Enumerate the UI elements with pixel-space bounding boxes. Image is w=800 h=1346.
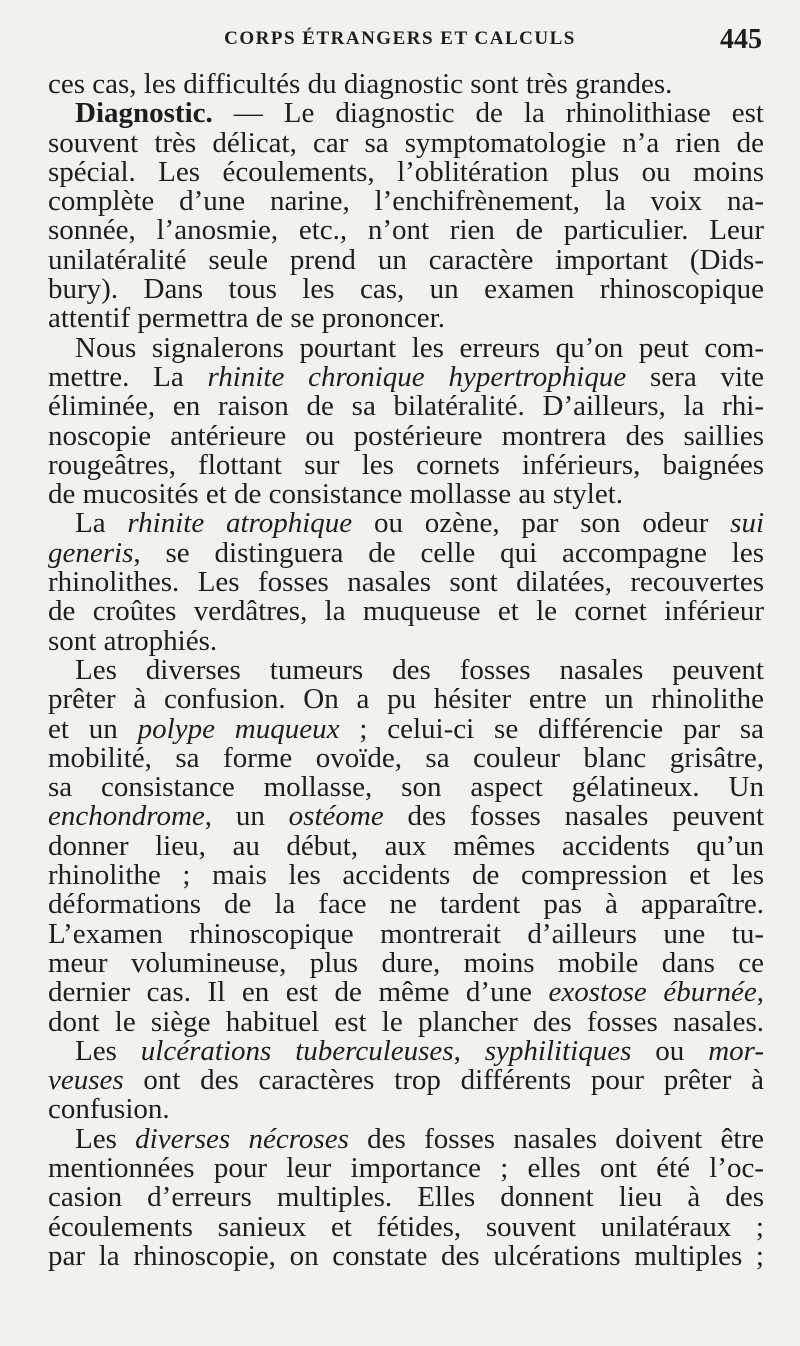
text-segment: attentif permettra de se prononcer. bbox=[48, 302, 445, 335]
text-segment: meur volumineuse, plus dure, moins mobile dans ce bbox=[48, 946, 764, 979]
italic-text: veuses bbox=[48, 1064, 124, 1097]
text-line bbox=[48, 653, 764, 686]
text-segment: ou bbox=[631, 1034, 709, 1067]
text-segment: des fosses nasales doivent être bbox=[348, 1122, 764, 1155]
italic-text: ostéome bbox=[288, 800, 384, 833]
text-line bbox=[48, 155, 764, 188]
text-segment: Les bbox=[75, 1034, 141, 1067]
text-line bbox=[48, 978, 764, 1007]
running-title: CORPS ÉTRANGERS ET CALCULS bbox=[224, 28, 576, 49]
text-segment: de croûtes verdâtres, la muqueuse et le cornet inférieur bbox=[48, 595, 764, 628]
text-segment: — Le diagnostic de la rhinolithiase est bbox=[212, 97, 764, 130]
text-line bbox=[48, 187, 764, 216]
text-segment: mobilité, sa forme ovoïde, sa couleur blanc grisâtre, bbox=[48, 741, 764, 774]
text-segment: par la rhinoscopie, on constate des ulcérations multiples ; bbox=[48, 1239, 764, 1272]
text-line bbox=[48, 70, 764, 99]
text-segment: rougeâtres, flottant sur les cornets inférieurs, baignées bbox=[48, 448, 764, 481]
text-segment: ou ozène, par son odeur bbox=[352, 507, 731, 540]
text-line bbox=[48, 685, 764, 714]
text-segment: mettre. La bbox=[48, 360, 208, 393]
text-segment: Les diverses tumeurs des fosses nasales peuvent bbox=[75, 653, 764, 686]
text-line bbox=[48, 1034, 765, 1067]
text-segment: écoulements sanieux et fétides, souvent unilatéraux ; bbox=[48, 1210, 764, 1243]
text-segment: unilatéralité seule prend un caractère important (Dids- bbox=[48, 243, 764, 276]
text-line bbox=[48, 1095, 764, 1124]
text-line bbox=[48, 946, 764, 979]
text-line bbox=[48, 126, 764, 159]
text-line bbox=[48, 802, 764, 831]
text-line bbox=[48, 829, 764, 862]
text-segment: , un bbox=[204, 800, 289, 833]
text-segment: , bbox=[453, 1034, 485, 1067]
italic-text: rhinite atrophique bbox=[127, 507, 353, 540]
text-segment: souvent très délicat, car sa symptomatologie n’a rien de bbox=[48, 126, 764, 159]
text-line bbox=[48, 1239, 764, 1272]
text-line bbox=[48, 861, 764, 890]
text-segment: dernier cas. Il en est de même d’une bbox=[48, 976, 549, 1009]
text-segment: éliminée, en raison de sa bilatéralité. D’ailleurs, la rhi- bbox=[48, 390, 764, 423]
italic-text: syphilitiques bbox=[484, 1034, 632, 1067]
text-segment: rhinolithes. Les fosses nasales sont dilatées, recouvertes bbox=[48, 566, 764, 599]
text-segment: ces cas, les difficultés du diagnostic sont très grandes. bbox=[48, 68, 673, 100]
text-line bbox=[48, 1151, 764, 1184]
text-line bbox=[48, 741, 764, 774]
text-line bbox=[48, 448, 764, 481]
text-segment: spécial. Les écoulements, l’oblitération plus ou moins bbox=[48, 155, 764, 188]
text-segment: dont le siège habituel est le plancher des fosses nasales. bbox=[48, 1005, 764, 1038]
text-segment: sonnée, l’anosmie, etc., n’ont rien de particulier. Leur bbox=[48, 214, 764, 247]
italic-text: generis bbox=[48, 536, 134, 569]
text-line bbox=[48, 360, 764, 393]
text-segment: , bbox=[756, 976, 764, 1009]
text-segment: L’examen rhinoscopique montrerait d’ailleurs une tu- bbox=[48, 917, 764, 950]
italic-text: polype muqueux bbox=[137, 712, 340, 745]
text-line bbox=[48, 1122, 764, 1155]
text-line bbox=[48, 1210, 764, 1243]
italic-text: sui bbox=[730, 507, 764, 540]
text-line bbox=[48, 275, 764, 304]
italic-text: diverses nécroses bbox=[135, 1122, 349, 1155]
text-line bbox=[48, 624, 764, 657]
italic-text: ulcérations tuberculeuses bbox=[140, 1034, 454, 1067]
italic-text: exostose éburnée bbox=[548, 976, 757, 1009]
text-segment: mentionnées pour leur importance ; elles ont été l’oc- bbox=[48, 1151, 764, 1184]
text-segment: prêter à confusion. On a pu hésiter entre un rhinolithe bbox=[48, 683, 764, 716]
text-segment: , se distinguera de celle qui accompagne les bbox=[133, 536, 764, 569]
text-segment: noscopie antérieure ou postérieure montrera des saillies bbox=[48, 419, 764, 452]
text-segment: de mucosités et de consistance mollasse au stylet. bbox=[48, 478, 624, 511]
text-segment: des fosses nasales peuvent bbox=[383, 800, 765, 833]
text-segment: sont atrophiés. bbox=[48, 624, 218, 657]
text-line bbox=[48, 568, 764, 597]
text-segment: ; celui-ci se différencie par sa bbox=[339, 712, 764, 745]
text-segment: bury). Dans tous les cas, un examen rhinoscopique bbox=[48, 273, 764, 306]
text-line bbox=[48, 216, 764, 245]
text-segment: complète d’une narine, l’enchifrènement, la voix na- bbox=[48, 185, 764, 218]
text-segment: et un bbox=[48, 712, 138, 745]
text-line bbox=[48, 99, 764, 128]
text-line bbox=[48, 392, 764, 421]
text-line bbox=[48, 480, 764, 509]
text-segment: Nous signalerons pourtant les erreurs qu’on peut com- bbox=[75, 331, 764, 364]
text-line bbox=[48, 419, 764, 452]
text-line bbox=[48, 1066, 764, 1095]
text-line bbox=[48, 773, 764, 802]
text-line bbox=[48, 712, 764, 745]
text-segment: sa consistance mollasse, son aspect gélatineux. Un bbox=[48, 771, 764, 804]
text-segment: confusion. bbox=[48, 1093, 170, 1126]
text-segment: donner lieu, au début, aux mêmes accidents qu’un bbox=[48, 829, 764, 862]
italic-text: rhinite chronique hypertrophique bbox=[207, 360, 627, 393]
text-line bbox=[48, 509, 764, 538]
text-segment: La bbox=[75, 507, 128, 540]
text-line bbox=[48, 597, 764, 626]
running-head bbox=[0, 24, 800, 64]
text-segment: sera vite bbox=[626, 360, 764, 393]
text-line bbox=[48, 536, 764, 569]
text-segment: ont des caractères trop différents pour prêter à bbox=[123, 1064, 764, 1097]
text-segment: déformations de la face ne tardent pas à apparaître. bbox=[48, 888, 764, 921]
italic-text: enchondrome bbox=[48, 800, 205, 833]
page-number: 445 bbox=[720, 24, 762, 55]
text-line bbox=[48, 1005, 764, 1038]
text-line bbox=[48, 890, 764, 919]
text-segment: Les bbox=[75, 1122, 136, 1155]
body-text bbox=[48, 70, 764, 1271]
text-line bbox=[48, 917, 764, 950]
text-line bbox=[48, 1183, 764, 1212]
text-line bbox=[48, 304, 764, 333]
text-line bbox=[48, 243, 764, 276]
text-line bbox=[48, 331, 764, 364]
text-segment: rhinolithe ; mais les accidents de compression et les bbox=[48, 859, 764, 892]
bold-heading: Diagnostic. bbox=[75, 97, 213, 130]
italic-text: mor- bbox=[708, 1034, 765, 1067]
text-segment: casion d’erreurs multiples. Elles donnent lieu à des bbox=[48, 1181, 764, 1214]
